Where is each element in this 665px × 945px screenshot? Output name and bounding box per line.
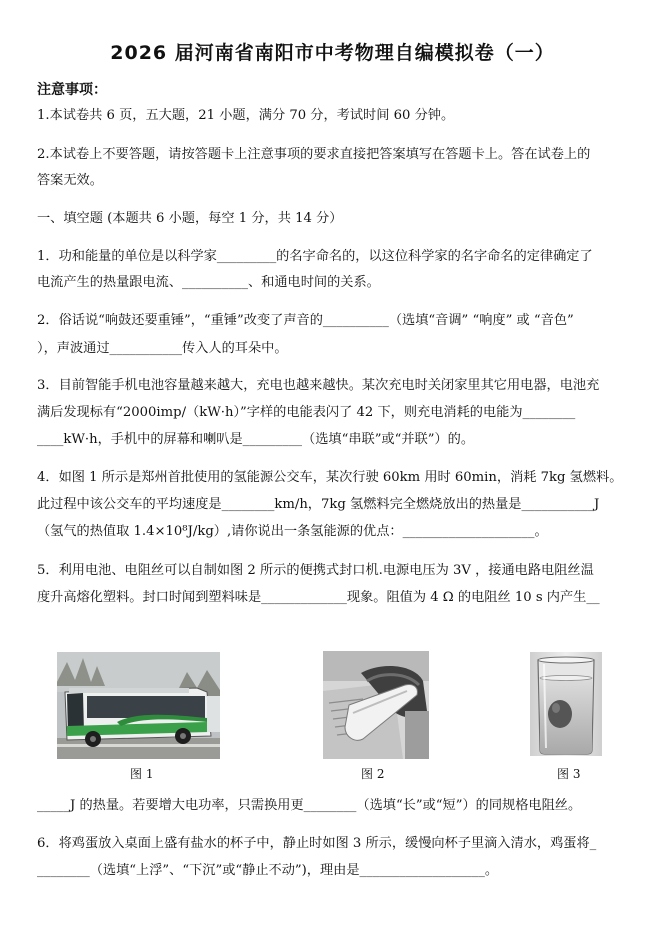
question-5-line-c: _____J 的热量。若要增大电功率，只需换用更________（选填“长”或“短”）的同规格电阻丝。 bbox=[37, 798, 582, 813]
question-2-line-b: ），声波通过___________传入人的耳朵中。 bbox=[37, 341, 288, 356]
question-3-line-b: 满后发现标有“2000imp/（kW·h）”字样的电能表闪了 42 下，则充电消耗的电能为________ bbox=[37, 405, 576, 420]
question-1-line-a: 1．功和能量的单位是以科学家_________的名字命名的，以这位科学家的名字命名的定律确定了 bbox=[37, 249, 593, 264]
section-heading: 一、填空题 (本题共 6 小题，每空 1 分，共 14 分） bbox=[37, 211, 343, 226]
notice-heading: 注意事项： bbox=[37, 82, 107, 98]
figure-2-caption: 图 2 bbox=[361, 767, 385, 781]
question-5-line-b: 度升高熔化塑料。封口时闻到塑料味是_____________现象。阻值为 4 Ω 的电阻丝 10 s 内产生__ bbox=[37, 590, 600, 605]
question-2-line-a: 2．俗话说“响鼓还要重锤”，“重锤”改变了声音的__________（选填“音调” “响度” 或 “音色” bbox=[37, 313, 574, 328]
question-3-line-a: 3．目前智能手机电池容量越来越大，充电也越来越快。某次充电时关闭家里其它用电器，电池充 bbox=[37, 378, 600, 393]
question-1-line-b: 电流产生的热量跟电流、__________、和通电时间的关系。 bbox=[37, 275, 380, 290]
question-6-line-a: 6．将鸡蛋放入桌面上盛有盐水的杯子中，静止时如图 3 所示，缓慢向杯子里滴入清水，鸡蛋将_ bbox=[37, 836, 597, 851]
notice-line-1: 1.本试卷共 6 页，五大题，21 小题，满分 70 分，考试时间 60 分钟。 bbox=[37, 108, 455, 123]
question-4-line-b: 此过程中该公交车的平均速度是________km/h，7kg 氢燃料完全燃烧放出的热量是___________J bbox=[37, 497, 600, 512]
question-4-line-c: （氢气的热值取 1.4×10⁸J/kg）,请你说出一条氢能源的优点：____________________。 bbox=[37, 524, 548, 539]
figure-1-caption: 图 1 bbox=[130, 767, 154, 781]
figure-3-caption: 图 3 bbox=[557, 767, 581, 781]
figure-1-bus-image bbox=[57, 652, 220, 759]
notice-line-2b: 答案无效。 bbox=[37, 173, 103, 188]
notice-line-2a: 2.本试卷上不要答题，请按答题卡上注意事项的要求直接把答案填写在答题卡上。答在试卷上的 bbox=[37, 147, 591, 162]
question-6-line-b: ________（选填“上浮”、“下沉”或“静止不动”)，理由是___________________。 bbox=[37, 863, 499, 878]
figure-2-sealer-image bbox=[323, 651, 429, 759]
question-5-line-a: 5．利用电池、电阻丝可以自制如图 2 所示的便携式封口机.电源电压为 3V ，接通电路电阻丝温 bbox=[37, 563, 594, 578]
figure-3-beaker-image bbox=[530, 652, 602, 756]
page-title: 2026 届河南省南阳市中考物理自编模拟卷（一） bbox=[110, 42, 555, 64]
question-4-line-a: 4．如图 1 所示是郑州首批使用的氢能源公交车，某次行驶 60km 用时 60min，消耗 7kg 氢燃料。 bbox=[37, 470, 623, 485]
question-3-line-c: ____kW·h，手机中的屏幕和喇叭是_________（选填“串联”或“并联”）的。 bbox=[37, 432, 475, 447]
